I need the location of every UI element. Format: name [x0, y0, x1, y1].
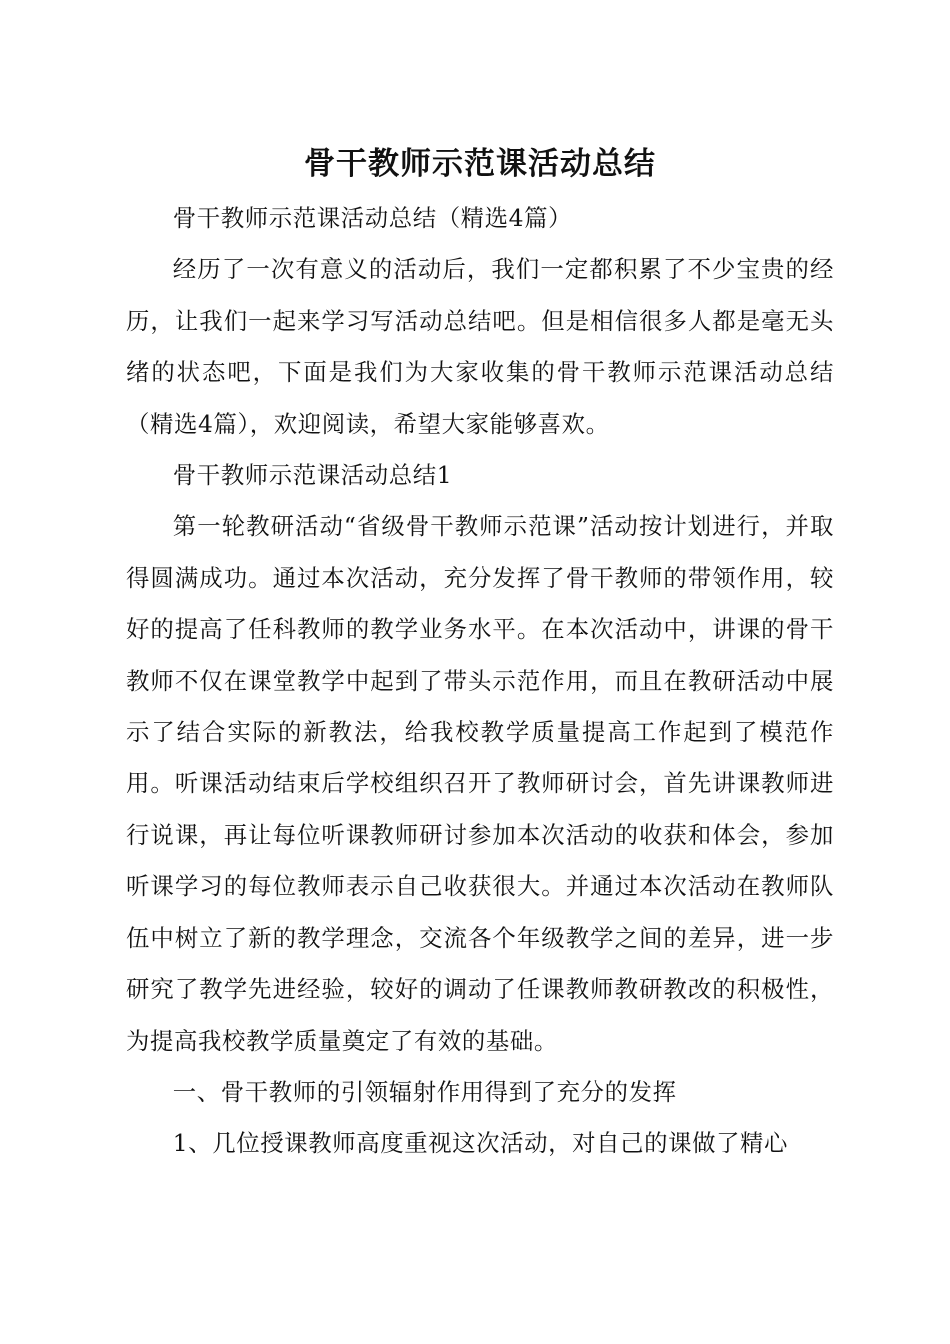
intro-paragraph: 经历了一次有意义的活动后，我们一定都积累了不少宝贵的经历，让我们一起来学习写活动总结吧。但是相信很多人都是毫无头绪的状态吧，下面是我们为大家收集的骨干教师示范课活动总结（精选4篇），欢迎阅读，希望大家能够喜欢。: [126, 255, 834, 438]
body-paragraph: 第一轮教研活动“省级骨干教师示范课”活动按计划进行，并取得圆满成功。通过本次活动，充分发挥了骨干教师的带领作用，较好的提高了任科教师的教学业务水平。在本次活动中，讲课的骨干教师不仅在课堂教学中起到了带头示范作用，而且在教研活动中展示了结合实际的新教法，给我校教学质量提高工作起到了模范作用。听课活动结束后学校组织召开了教师研讨会，首先讲课教师进行说课，再让每位听课教师研讨参加本次活动的收获和体会，参加听课学习的每位教师表示自己收获很大。并通过本次活动在教师队伍中树立了新的教学理念，交流各个年级教学之间的差异，进一步研究了教学先进经验，较好的调动了任课教师教研教改的积极性，为提高我校教学质量奠定了有效的基础。: [126, 512, 834, 1055]
section-heading: 骨干教师示范课活动总结1: [172, 461, 453, 490]
document-title: 骨干教师示范课活动总结: [304, 146, 656, 182]
subsection-heading: 一、骨干教师的引领辐射作用得到了充分的发挥: [172, 1077, 677, 1106]
subtitle-paragraph: 骨干教师示范课活动总结（精选4篇）: [172, 204, 573, 232]
document-body: [126, 138, 834, 1170]
list-item-paragraph: 1、几位授课教师高度重视这次活动，对自己的课做了精心: [172, 1129, 789, 1158]
